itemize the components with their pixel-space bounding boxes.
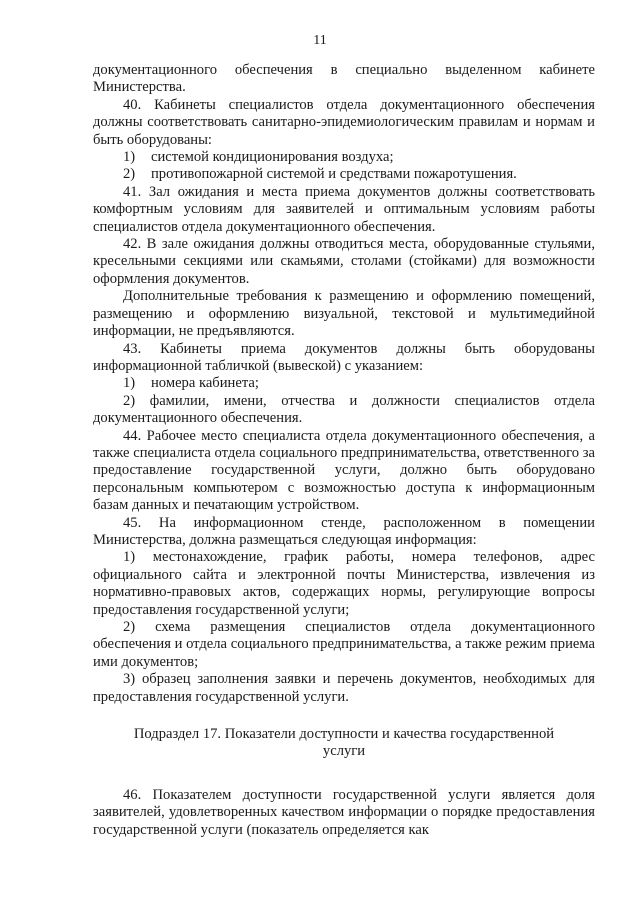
paragraph: 42. В зале ожидания должны отводиться места, оборудованные стульями, кресельными секциями или скамьями, столами (стойками) для возможности оформления документов. [93, 236, 595, 287]
spacer [93, 761, 595, 787]
list-item [93, 166, 595, 183]
paragraph-46: 46. Показателем доступности государственной услуги является доля заявителей, удовлетворенных качеством информации о порядке предоставления государственной услуги (показатель определяется как [93, 786, 595, 838]
list-number: 1) [123, 375, 136, 392]
list-number: 2) [123, 166, 136, 183]
paragraph: 3) образец заполнения заявки и перечень документов, необходимых для предоставления государственной услуги. [93, 671, 595, 705]
list-text: номера кабинета; [151, 375, 259, 392]
paragraph: 44. Рабочее место специалиста отдела документационного обеспечения, а также специалиста отдела социального предпринимательства, ответственного за предоставление государственной услуги, должно быть оборудовано персональным компьютером с возможностью доступа к информационным базам данных и печатающим устройством. [93, 427, 595, 514]
list-number: 1) [123, 149, 136, 166]
list-item [93, 149, 595, 166]
paragraph: 2) схема размещения специалистов отдела документационного обеспечения и отдела социального предпринимательства, а также режим приема ими документов; [93, 619, 595, 670]
list-text: системой кондиционирования воздуха; [151, 149, 394, 166]
paragraph: 41. Зал ожидания и места приема документов должны соответствовать комфортным условиям для заявителей и оптимальным условиям работы специалистов отдела документационного обеспечения. [93, 183, 595, 235]
paragraph: 40. Кабинеты специалистов отдела документационного обеспечения должны соответствовать санитарно-эпидемиологическим правилам и нормам и быть оборудованы: [93, 96, 595, 148]
document-body [93, 62, 595, 839]
paragraph: 1) местонахождение, график работы, номера телефонов, адрес официального сайта и электронной почты Министерства, извлечения из нормативно-правовых актов, содержащих нормы, регулирующие вопросы предоставления государственной услуги; [93, 549, 595, 618]
paragraph: Дополнительные требования к размещению и оформлению помещений, размещению и оформлению визуальной, текстовой и мультимедийной информации, не предъявляются. [93, 288, 595, 340]
paragraph: 43. Кабинеты приема документов должны быть оборудованы информационной табличкой (вывеской) с указанием: [93, 340, 595, 374]
paragraph: 2) фамилии, имени, отчества и должности специалистов отдела документационного обеспечения. [93, 392, 595, 427]
list-text: противопожарной системой и средствами пожаротушения. [151, 166, 517, 183]
list-item [93, 375, 595, 392]
paragraph-list [93, 62, 595, 706]
paragraph: документационного обеспечения в специально выделенном кабинете Министерства. [93, 62, 595, 96]
paragraph: 45. На информационном стенде, расположенном в помещении Министерства, должна размещаться следующая информация: [93, 514, 595, 548]
page-number: 11 [313, 33, 327, 48]
section-heading: Подраздел 17. Показатели доступности и качества государственной услуги [133, 726, 555, 760]
